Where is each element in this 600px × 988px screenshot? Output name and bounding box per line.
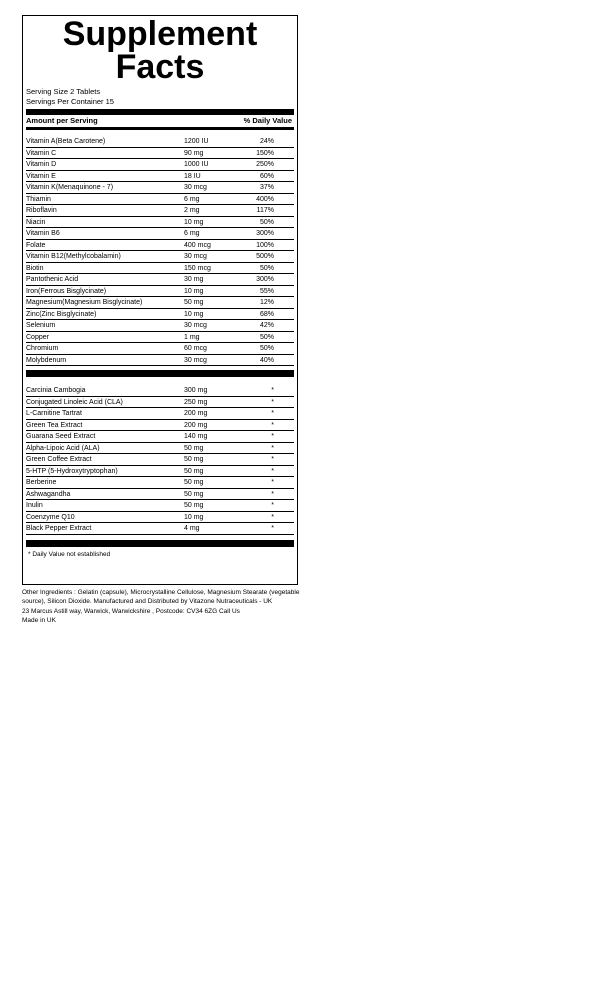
nutrient-dv: *	[271, 410, 274, 417]
table-row	[26, 431, 294, 443]
nutrient-name: Conjugated Linoleic Acid (CLA)	[26, 398, 123, 406]
nutrient-amount: 50 mg	[184, 299, 204, 306]
nutrient-dv: *	[271, 502, 274, 509]
nutrient-amount: 10 mg	[184, 310, 204, 318]
nutrient-name: Ashwagandha	[26, 490, 71, 498]
nutrient-name: Alpha-Lipoic Acid (ALA)	[26, 444, 100, 452]
other-line-4: Made in UK	[22, 616, 56, 624]
nutrient-name: Thiamin	[26, 195, 51, 203]
nutrient-amount: 60 mcg	[184, 345, 207, 352]
nutrient-amount: 1 mg	[184, 333, 200, 341]
nutrient-amount: 200 mg	[184, 421, 208, 429]
nutrient-amount: 10 mg	[184, 513, 204, 521]
nutrient-amount: 10 mg	[184, 287, 204, 295]
nutrient-dv: 37%	[259, 184, 274, 191]
divider-medium	[26, 127, 294, 130]
table-row	[26, 466, 294, 478]
nutrient-name: Chromium	[26, 345, 59, 352]
table-row	[26, 228, 294, 240]
table-row	[26, 159, 294, 171]
nutrient-amount: 200 mg	[184, 410, 208, 417]
table-row	[26, 332, 294, 344]
table-row	[26, 343, 294, 355]
nutrient-dv: *	[271, 490, 274, 498]
table-row	[26, 251, 294, 263]
table-row	[26, 240, 294, 252]
nutrient-amount: 250 mg	[184, 398, 208, 406]
other-line-3: 23 Marcus Astill way, Warwick, Warwickshire , Postcode: CV34 6ZG Call Us	[22, 607, 240, 615]
nutrient-name: Vitamin C	[26, 149, 57, 157]
nutrient-amount: 30 mcg	[184, 253, 207, 260]
nutrient-dv: *	[271, 398, 274, 406]
table-row	[26, 420, 294, 432]
nutrient-name: Biotin	[26, 264, 44, 272]
nutrient-dv: 60%	[259, 172, 274, 180]
table-row	[26, 274, 294, 286]
nutrient-dv: 50%	[259, 333, 274, 341]
table-row	[26, 286, 294, 298]
table-row	[26, 454, 294, 466]
nutrient-dv: *	[271, 525, 274, 532]
other-line-1: Other Ingredients : Gelatin (capsule), Microcrystalline Cellulose, Magnesium Stearate (vegetable	[22, 589, 300, 596]
nutrient-dv: 300%	[256, 276, 274, 283]
nutrient-name: Inulin	[26, 502, 43, 509]
nutrient-amount: 50 mg	[184, 490, 204, 498]
table-row	[26, 309, 294, 321]
table-row	[26, 263, 294, 275]
nutrient-dv: 68%	[259, 310, 274, 318]
table-row	[26, 397, 294, 409]
nutrient-name: Green Tea Extract	[26, 421, 83, 429]
nutrient-amount: 6 mg	[184, 230, 200, 237]
nutrient-dv: *	[271, 467, 274, 475]
nutrient-amount: 140 mg	[184, 433, 208, 440]
nutrient-name: Vitamin D	[26, 161, 57, 168]
table-row	[26, 297, 294, 309]
amount-header: Amount per Serving	[26, 116, 98, 125]
nutrient-name: Folate	[26, 241, 46, 249]
nutrient-name: L-Carnitine Tartrat	[26, 410, 82, 417]
nutrient-amount: 90 mg	[184, 149, 204, 157]
nutrient-name: Zinc(Zinc Bisglycinate)	[26, 310, 97, 318]
nutrient-name: Copper	[26, 333, 49, 341]
nutrient-dv: 40%	[259, 356, 274, 364]
table-row	[26, 320, 294, 332]
nutrient-amount: 30 mcg	[184, 184, 207, 191]
table-row	[26, 182, 294, 194]
nutrient-amount: 2 mg	[184, 207, 200, 214]
nutrient-name: Selenium	[26, 322, 56, 329]
nutrient-name: Niacin	[26, 218, 46, 226]
table-row	[26, 136, 294, 148]
table-row	[26, 512, 294, 524]
nutrient-dv: *	[271, 387, 274, 394]
nutrient-amount: 50 mg	[184, 467, 204, 475]
nutrient-dv: 117%	[256, 207, 274, 214]
footnote: * Daily Value not established	[28, 550, 111, 558]
nutrient-dv: 400%	[256, 195, 274, 203]
nutrient-name: Riboflavin	[26, 207, 57, 214]
table-row	[26, 408, 294, 420]
nutrient-dv: 500%	[256, 253, 274, 260]
nutrient-dv: 55%	[259, 287, 274, 295]
nutrient-name: Molybdenum	[26, 356, 67, 364]
dv-header: % Daily Value	[243, 116, 292, 125]
nutrient-name: Vitamin B6	[26, 230, 60, 237]
table-row	[26, 171, 294, 183]
nutrient-amount: 300 mg	[184, 387, 208, 394]
servings-per-container: Servings Per Container 15	[26, 97, 114, 106]
table-row	[26, 205, 294, 217]
nutrient-dv: *	[271, 421, 274, 429]
nutrient-amount: 150 mcg	[184, 264, 211, 272]
nutrient-name: 5-HTP (5-Hydroxytryptophan)	[26, 467, 118, 475]
divider-bottom	[26, 540, 294, 547]
nutrient-name: Iron(Ferrous Bisglycinate)	[26, 287, 107, 295]
nutrient-amount: 30 mcg	[184, 356, 207, 364]
title-line-2: Facts	[115, 48, 205, 86]
nutrient-name: Guarana Seed Extract	[26, 433, 96, 440]
nutrient-name: Vitamin B12(Methylcobalamin)	[26, 253, 121, 260]
nutrient-dv: 50%	[259, 218, 274, 226]
nutrient-dv: *	[271, 479, 274, 486]
nutrient-name: Vitamin E	[26, 172, 56, 180]
nutrient-name: Vitamin A(Beta Carotene)	[26, 138, 106, 145]
table-row	[26, 194, 294, 206]
extract-list	[26, 385, 294, 535]
nutrient-amount: 50 mg	[184, 479, 204, 486]
nutrient-name: Green Coffee Extract	[26, 456, 92, 463]
nutrient-dv: 150%	[256, 149, 274, 157]
panel-title	[26, 15, 294, 86]
vitamin-list	[26, 136, 294, 366]
supplement-facts-panel	[22, 15, 298, 585]
nutrient-amount: 18 IU	[184, 172, 201, 180]
other-line-2: source), Silicon Dioxide. Manufactured and Distributed by Vitazone Nutraceuticals - UK	[22, 598, 273, 606]
nutrient-name: Carcinia Cambogia	[26, 387, 86, 394]
nutrient-dv: 300%	[256, 230, 274, 237]
table-row	[26, 523, 294, 535]
nutrient-amount: 50 mg	[184, 444, 204, 452]
nutrient-dv: 24%	[259, 138, 274, 145]
nutrient-name: Black Pepper Extract	[26, 525, 92, 532]
nutrient-amount: 30 mcg	[184, 322, 207, 329]
divider-section	[26, 370, 294, 377]
nutrient-amount: 50 mg	[184, 502, 204, 509]
nutrient-dv: *	[271, 513, 274, 521]
table-row	[26, 489, 294, 501]
title-line-1: Supplement	[62, 15, 258, 53]
serving-size: Serving Size 2 Tablets	[26, 87, 101, 96]
nutrient-amount: 1000 IU	[184, 161, 209, 168]
nutrient-dv: 50%	[259, 345, 274, 352]
nutrient-amount: 10 mg	[184, 218, 204, 226]
table-row	[26, 443, 294, 455]
nutrient-name: Magnesium(Magnesium Bisglycinate)	[26, 299, 143, 306]
nutrient-name: Coenzyme Q10	[26, 513, 75, 521]
table-row	[26, 355, 294, 367]
table-row	[26, 148, 294, 160]
table-row	[26, 385, 294, 397]
nutrient-dv: *	[271, 433, 274, 440]
nutrient-amount: 6 mg	[184, 195, 200, 203]
nutrient-name: Vitamin K(Menaquinone - 7)	[26, 184, 114, 191]
nutrient-name: Pantothenic Acid	[26, 276, 79, 283]
table-row	[26, 500, 294, 512]
nutrient-amount: 50 mg	[184, 456, 204, 463]
nutrient-dv: 42%	[259, 322, 274, 329]
table-header	[26, 115, 294, 127]
table-row	[26, 217, 294, 229]
nutrient-dv: 250%	[256, 161, 274, 168]
nutrient-dv: 100%	[256, 241, 274, 249]
nutrient-amount: 4 mg	[184, 525, 200, 532]
table-row	[26, 477, 294, 489]
nutrient-amount: 30 mg	[184, 276, 204, 283]
nutrient-amount: 1200 IU	[184, 138, 209, 145]
nutrient-dv: *	[271, 444, 274, 452]
nutrient-dv: 50%	[259, 264, 274, 272]
nutrient-amount: 400 mcg	[184, 241, 211, 249]
serving-info	[26, 87, 294, 107]
nutrient-dv: 12%	[259, 299, 274, 306]
nutrient-name: Berberine	[26, 479, 57, 486]
nutrient-dv: *	[271, 456, 274, 463]
other-ingredients	[22, 588, 300, 625]
